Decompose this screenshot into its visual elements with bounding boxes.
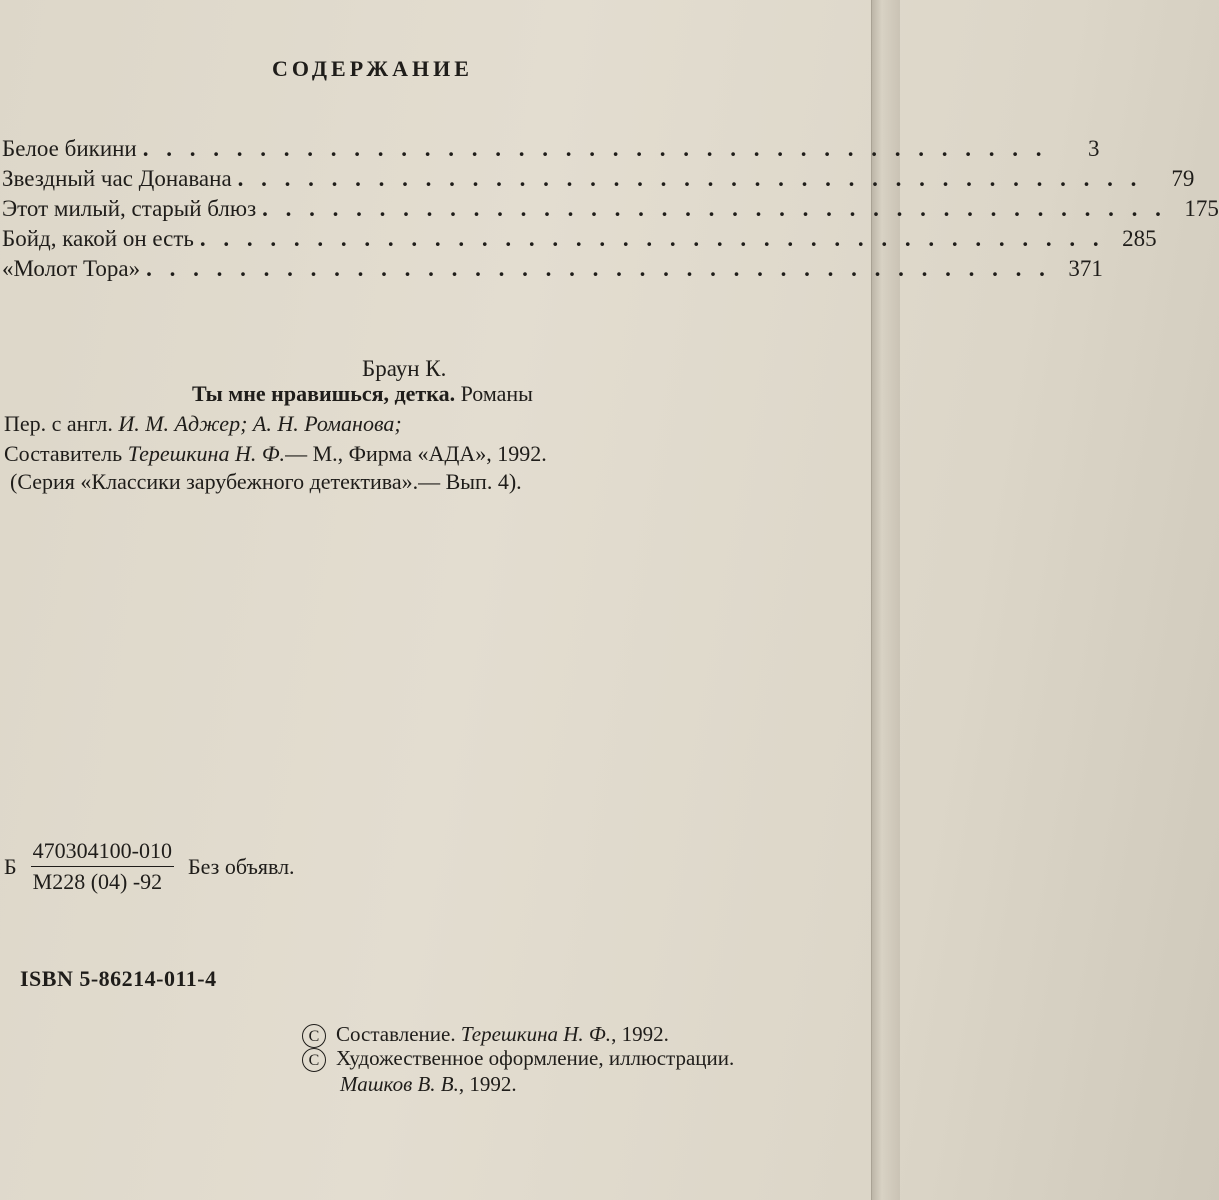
bbk-note: Без объявл. [187, 853, 295, 879]
toc-leader-dots: . . . . . . . . . . . . . . . . . . . . . . . . . . . . . . . . . . . . . . . [146, 256, 1051, 281]
copyright-line [302, 1046, 734, 1072]
publisher-info: — М., Фирма «АДА», 1992. [285, 441, 547, 466]
toc-entry-title: Звездный час Донавана [2, 166, 232, 191]
copyright-year: , 1992. [458, 1072, 517, 1096]
contents-title: СОДЕРЖАНИЕ [272, 56, 473, 81]
toc-leader-dots: . . . . . . . . . . . . . . . . . . . . . . . . . . . . . . . . . . . . . . . [142, 136, 1048, 161]
translators: И. М. Аджер; А. Н. Романова; [118, 411, 402, 436]
table-of-contents [2, 136, 1219, 286]
toc-row [2, 136, 1100, 166]
toc-leader-dots: . . . . . . . . . . . . . . . . . . . . . . . . . . . . . . . . . . . . . . . [262, 196, 1167, 221]
bbk-letter: Б [4, 853, 17, 879]
copyright-line [340, 1072, 517, 1097]
toc-row [2, 226, 1157, 256]
book-title: Ты мне нравишься, детка. [192, 381, 456, 406]
bbk-numerator: 470304100-010 [31, 838, 174, 867]
copyright-line [302, 1022, 669, 1048]
toc-row [2, 166, 1195, 196]
toc-entry-page: 79 [1171, 166, 1195, 191]
book-author: Браун К. [362, 356, 447, 381]
book-title-line [192, 381, 533, 407]
toc-leader-dots: . . . . . . . . . . . . . . . . . . . . . . . . . . . . . . . . . . . . . . . [199, 226, 1105, 251]
bbk-code [4, 838, 295, 895]
toc-entry-page: 175 [1184, 196, 1219, 221]
book-genre: Романы [455, 381, 533, 406]
compiler-line [4, 441, 547, 467]
compiler-prefix: Составитель [4, 441, 128, 466]
translation-prefix: Пер. с англ. [4, 411, 119, 436]
compiler-name: Терешкина Н. Ф. [127, 441, 286, 466]
toc-entry-title: Этот милый, старый блюз [2, 196, 257, 221]
copyright-year: , 1992. [611, 1022, 669, 1046]
isbn: ISBN 5-86214-011-4 [20, 966, 217, 991]
copyright-compiler-name: Терешкина Н. Ф. [460, 1022, 612, 1046]
translation-line [4, 411, 402, 437]
toc-entry-title: «Молот Тора» [2, 256, 141, 281]
copyright-compilation: Составление. [336, 1022, 461, 1046]
copyright-icon: C [302, 1024, 326, 1048]
bbk-denominator: М228 (04) -92 [32, 869, 163, 894]
series-line: (Серия «Классики зарубежного детектива».— Вып. 4). [10, 469, 522, 494]
toc-row [2, 196, 1219, 226]
toc-entry-title: Бойд, какой он есть [2, 226, 194, 251]
toc-entry-page: 3 [1088, 136, 1100, 161]
toc-entry-page: 371 [1068, 256, 1103, 281]
toc-entry-title: Белое бикини [2, 136, 137, 161]
toc-row [2, 256, 1103, 286]
copyright-icon: C [302, 1048, 326, 1072]
toc-entry-page: 285 [1122, 226, 1157, 251]
bbk-fraction [31, 838, 174, 895]
copyright-design: Художественное оформление, иллюстрации. [336, 1046, 735, 1070]
copyright-artist-name: Машков В. В. [340, 1072, 459, 1096]
toc-leader-dots: . . . . . . . . . . . . . . . . . . . . . . . . . . . . . . . . . . . . . . . [237, 166, 1143, 191]
